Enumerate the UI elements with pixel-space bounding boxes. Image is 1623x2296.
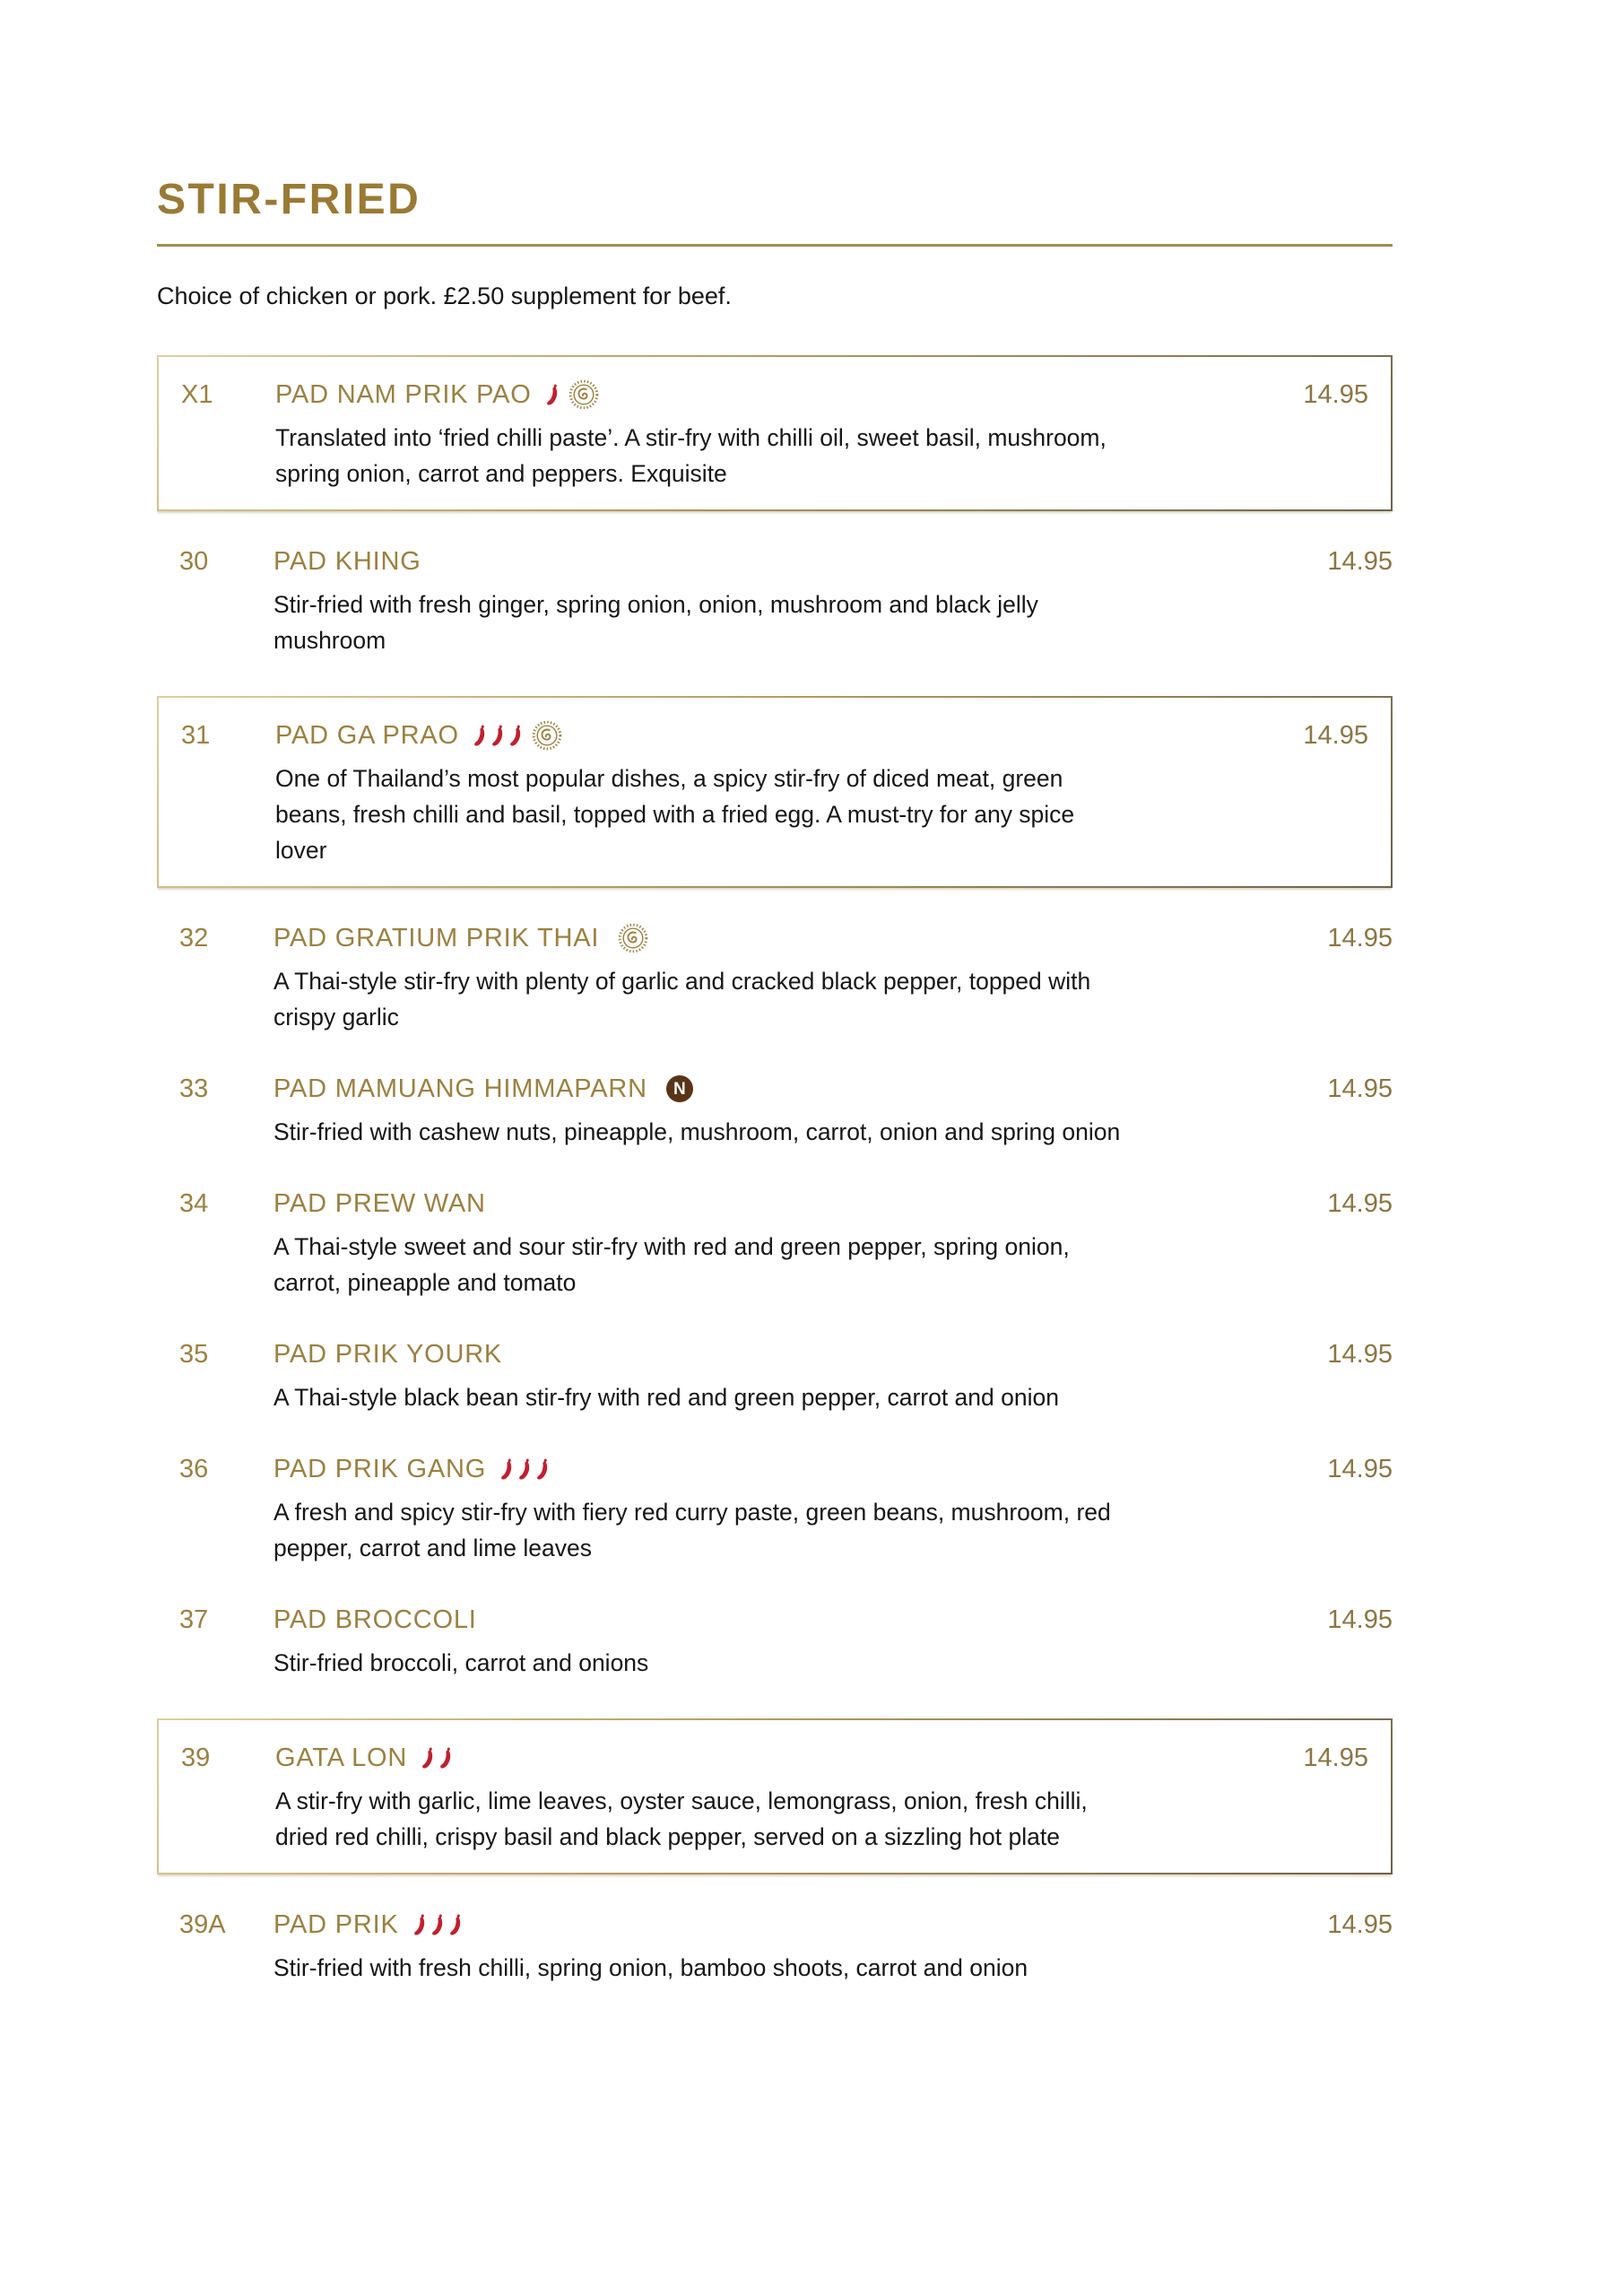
chilli-icon — [430, 1913, 446, 1937]
item-number: 32 — [179, 924, 209, 953]
item-price: 14.95 — [1303, 1744, 1368, 1773]
item-name: PAD NAM PRIK PAO — [275, 379, 532, 409]
menu-item — [157, 545, 1393, 658]
item-header-row — [157, 1453, 1393, 1485]
item-icons — [499, 1457, 551, 1482]
item-price: 14.95 — [1327, 1455, 1393, 1484]
item-price: 14.95 — [1327, 924, 1393, 953]
item-description: Stir-fried with cashew nuts, pineapple, mushroom, carrot, onion and spring onion — [273, 1118, 1121, 1146]
item-description: Stir-fried with fresh chilli, spring onion, bamboo shoots, carrot and onion — [273, 1954, 1028, 1982]
chilli-icon — [421, 1746, 436, 1770]
chilli-icon — [508, 724, 524, 748]
item-description: A stir-fry with garlic, lime leaves, oyster sauce, lemongrass, onion, fresh chilli, dried red chilli, crispy basil and black pepper, served on a sizzling hot plate — [275, 1787, 1088, 1851]
section-divider — [157, 244, 1393, 247]
item-number: 33 — [179, 1074, 209, 1104]
chilli-icon — [448, 1913, 464, 1937]
item-name: GATA LON — [275, 1743, 408, 1772]
menu-item — [157, 1453, 1393, 1566]
item-price: 14.95 — [1327, 1074, 1393, 1104]
item-name: PAD PRIK GANG — [273, 1454, 487, 1483]
chilli-icon — [545, 383, 560, 407]
item-description: A Thai-style stir-fry with plenty of garlic and cracked black pepper, topped with crispy garlic — [273, 968, 1091, 1031]
item-description: A fresh and spicy stir-fry with fiery red curry paste, green beans, mushroom, red pepper, carrot and lime leaves — [273, 1499, 1111, 1562]
item-header-row — [159, 719, 1368, 752]
menu-item — [157, 1073, 1393, 1150]
item-number: 39A — [179, 1910, 226, 1940]
item-name: PAD BROCCOLI — [273, 1605, 477, 1634]
item-description: A Thai-style sweet and sour stir-fry with red and green pepper, spring onion, carrot, pineapple and tomato — [273, 1233, 1070, 1297]
item-description: Translated into ‘fried chilli paste’. A stir-fry with chilli oil, sweet basil, mushroom, spring onion, carrot and peppers. Exquisite — [275, 424, 1107, 488]
item-header-row — [157, 1909, 1393, 1941]
item-icons — [412, 1913, 464, 1937]
item-header-row — [157, 1604, 1393, 1636]
item-icons — [661, 1075, 693, 1102]
chilli-icon — [490, 724, 506, 748]
chilli-icon — [499, 1457, 515, 1482]
menu-item — [157, 1909, 1393, 1986]
item-price: 14.95 — [1327, 1340, 1393, 1370]
signature-dish-badge — [531, 719, 563, 752]
item-name: PAD PREW WAN — [273, 1188, 486, 1218]
menu-item — [157, 1718, 1393, 1874]
item-name: PAD MAMUANG HIMMAPARN — [273, 1074, 647, 1103]
item-header-row — [159, 378, 1368, 411]
signature-dish-badge — [568, 378, 600, 411]
item-header-row — [159, 1742, 1368, 1774]
item-name-wrap — [273, 1604, 1327, 1636]
item-name-wrap — [273, 545, 1327, 578]
item-price: 14.95 — [1327, 1910, 1393, 1940]
menu-item — [157, 922, 1393, 1035]
item-price: 14.95 — [1327, 547, 1393, 577]
item-name-wrap — [275, 719, 1303, 752]
menu-item — [157, 696, 1393, 888]
item-name: PAD KHING — [273, 546, 421, 576]
item-name-wrap — [273, 922, 1327, 954]
item-price: 14.95 — [1327, 1189, 1393, 1219]
item-price: 14.95 — [1303, 380, 1368, 410]
item-price: 14.95 — [1327, 1605, 1393, 1635]
menu-item — [157, 355, 1393, 511]
menu-items — [157, 355, 1393, 1986]
item-number: 39 — [181, 1744, 211, 1773]
item-name-wrap — [273, 1909, 1327, 1941]
item-name: PAD PRIK — [273, 1909, 399, 1939]
section-subtitle: Choice of chicken or pork. £2.50 supplement for beef. — [157, 283, 732, 310]
section-title: STIR-FRIED — [157, 176, 421, 223]
item-header-row — [157, 922, 1393, 954]
item-number: 36 — [179, 1455, 209, 1484]
chilli-icon — [473, 724, 488, 748]
item-number: 31 — [181, 721, 211, 751]
chilli-icon — [517, 1457, 533, 1482]
item-description: Stir-fried broccoli, carrot and onions — [273, 1649, 649, 1677]
item-number: 35 — [179, 1340, 209, 1370]
chilli-icon — [412, 1913, 428, 1937]
item-icons — [473, 719, 563, 752]
item-header-row — [157, 1187, 1393, 1220]
item-name-wrap — [273, 1073, 1327, 1105]
item-description: One of Thailand’s most popular dishes, a spicy stir-fry of diced meat, green beans, fresh chilli and basil, topped with a fried egg. A must-try for any spice lover — [275, 765, 1075, 865]
item-icons — [612, 922, 649, 954]
item-name: PAD PRIK YOURK — [273, 1339, 503, 1369]
item-description: Stir-fried with fresh ginger, spring onion, onion, mushroom and black jelly mushroom — [273, 591, 1038, 655]
item-name: PAD GA PRAO — [275, 720, 459, 750]
chilli-icon — [535, 1457, 551, 1482]
item-name: PAD GRATIUM PRIK THAI — [273, 923, 600, 952]
item-description: A Thai-style black bean stir-fry with red and green pepper, carrot and onion — [273, 1384, 1059, 1412]
chilli-icon — [438, 1746, 454, 1770]
menu-item — [157, 1187, 1393, 1300]
item-header-row — [157, 545, 1393, 578]
item-number: 34 — [179, 1189, 209, 1219]
item-number: 30 — [179, 547, 209, 577]
item-header-row — [157, 1338, 1393, 1370]
item-name-wrap — [275, 1742, 1303, 1774]
item-number: X1 — [181, 380, 213, 410]
item-name-wrap — [273, 1187, 1327, 1220]
nuts-badge: N — [666, 1075, 693, 1102]
item-header-row — [157, 1073, 1393, 1105]
item-icons — [421, 1746, 454, 1770]
item-price: 14.95 — [1303, 721, 1368, 751]
item-name-wrap — [275, 378, 1303, 411]
item-icons — [545, 378, 600, 411]
item-name-wrap — [273, 1453, 1327, 1485]
menu-item — [157, 1604, 1393, 1681]
item-number: 37 — [179, 1605, 209, 1635]
item-name-wrap — [273, 1338, 1327, 1370]
signature-dish-badge — [617, 922, 649, 954]
menu-item — [157, 1338, 1393, 1415]
